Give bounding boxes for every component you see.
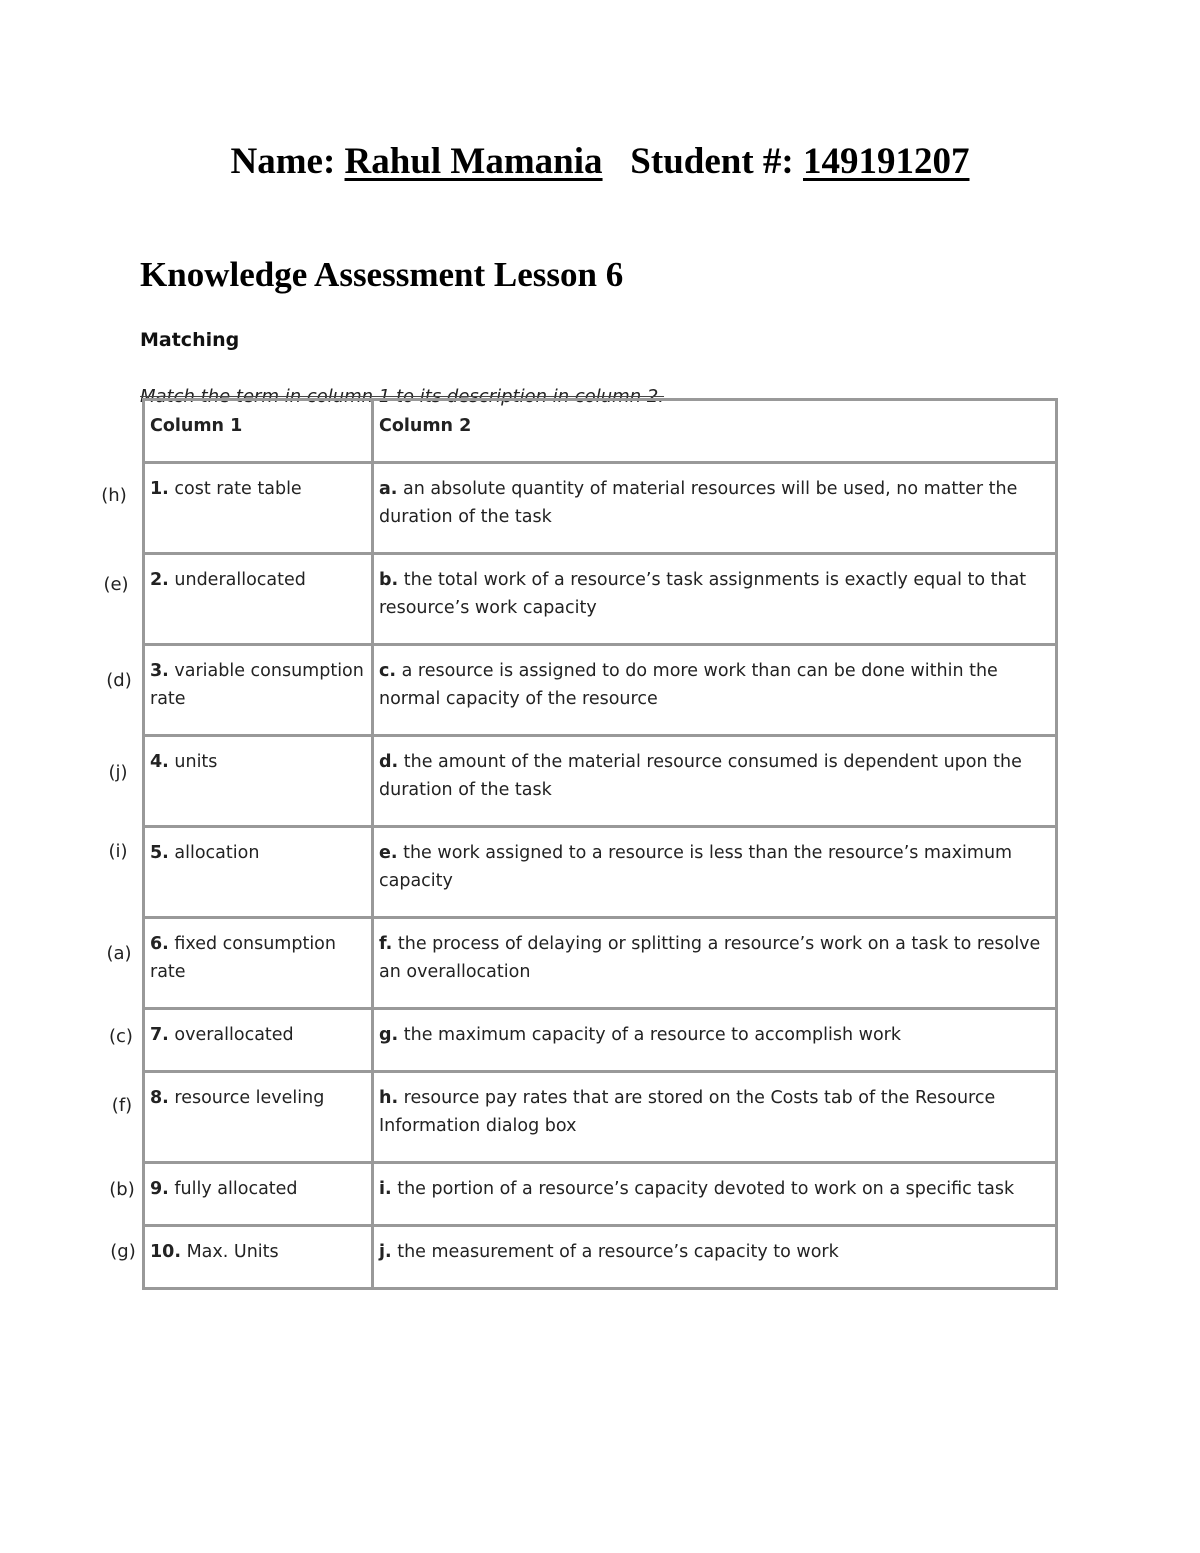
description-text: the portion of a resource’s capacity devoted to work on a specific task xyxy=(391,1179,1015,1199)
term-text: fully allocated xyxy=(168,1179,298,1199)
answer-label: (h) xyxy=(101,485,127,506)
term-cell xyxy=(144,1226,373,1289)
table-row xyxy=(144,827,1057,918)
description-letter: h. xyxy=(379,1088,399,1108)
description-cell xyxy=(373,645,1057,736)
description-text: the maximum capacity of a resource to accomplish work xyxy=(398,1025,901,1045)
term-text: allocation xyxy=(168,843,260,863)
table-row xyxy=(144,1009,1057,1072)
description-text: the process of delaying or splitting a resource’s work on a task to resolve an overallocation xyxy=(379,934,1041,982)
description-cell xyxy=(373,1072,1057,1163)
description-text: a resource is assigned to do more work than can be done within the normal capacity of the resource xyxy=(379,661,998,709)
description-cell xyxy=(373,1226,1057,1289)
answer-annotations xyxy=(0,0,142,1553)
description-cell xyxy=(373,736,1057,827)
term-number: 6. xyxy=(150,934,169,954)
table-row xyxy=(144,1163,1057,1226)
description-cell xyxy=(373,918,1057,1009)
description-letter: d. xyxy=(379,752,399,772)
description-letter: b. xyxy=(379,570,399,590)
answer-label: (a) xyxy=(106,943,132,964)
answer-label: (d) xyxy=(106,670,132,691)
description-text: the work assigned to a resource is less than the resource’s maximum capacity xyxy=(379,843,1013,891)
description-cell xyxy=(373,1163,1057,1226)
table-row xyxy=(144,1226,1057,1289)
term-cell xyxy=(144,645,373,736)
description-letter: f. xyxy=(379,934,393,954)
term-text: cost rate table xyxy=(168,479,302,499)
term-cell xyxy=(144,918,373,1009)
description-text: the measurement of a resource’s capacity to work xyxy=(391,1242,839,1262)
description-text: the total work of a resource’s task assignments is exactly equal to that resource’s work capacity xyxy=(379,570,1027,618)
description-letter: j. xyxy=(379,1242,392,1262)
description-letter: c. xyxy=(379,661,397,681)
column-1-header: Column 1 xyxy=(144,400,373,463)
description-cell xyxy=(373,554,1057,645)
name-student-header xyxy=(0,138,1200,186)
description-letter: i. xyxy=(379,1179,392,1199)
description-letter: a. xyxy=(379,479,398,499)
table-row xyxy=(144,918,1057,1009)
description-cell xyxy=(373,827,1057,918)
term-text: overallocated xyxy=(168,1025,294,1045)
term-number: 5. xyxy=(150,843,169,863)
description-text: resource pay rates that are stored on the Costs tab of the Resource Information dialog box xyxy=(379,1088,996,1136)
term-text: underallocated xyxy=(168,570,306,590)
matching-table xyxy=(142,398,1058,1290)
description-text: an absolute quantity of material resources will be used, no matter the duration of the task xyxy=(379,479,1018,527)
term-text: fixed consumption rate xyxy=(150,934,336,982)
term-number: 2. xyxy=(150,570,169,590)
answer-label: (j) xyxy=(108,762,128,783)
student-number-label: Student #: xyxy=(630,141,794,182)
description-letter: g. xyxy=(379,1025,399,1045)
term-number: 9. xyxy=(150,1179,169,1199)
answer-label: (c) xyxy=(109,1026,133,1047)
term-number: 1. xyxy=(150,479,169,499)
table-header-row xyxy=(144,400,1057,463)
term-number: 10. xyxy=(150,1242,182,1262)
term-text: variable consumption rate xyxy=(150,661,364,709)
term-cell xyxy=(144,1009,373,1072)
table-row xyxy=(144,463,1057,554)
answer-label: (e) xyxy=(103,574,129,595)
answer-label: (b) xyxy=(109,1179,135,1200)
answer-label: (f) xyxy=(111,1095,133,1116)
term-number: 3. xyxy=(150,661,169,681)
term-text: units xyxy=(168,752,218,772)
column-2-header: Column 2 xyxy=(373,400,1057,463)
table-row xyxy=(144,645,1057,736)
name-label: Name: xyxy=(230,141,336,182)
description-text: the amount of the material resource consumed is dependent upon the duration of the task xyxy=(379,752,1022,800)
section-heading: Matching xyxy=(140,329,240,351)
table-row xyxy=(144,736,1057,827)
term-number: 4. xyxy=(150,752,169,772)
instructions-text: Match the term in column 1 to its description in column 2. xyxy=(140,386,665,407)
table-row xyxy=(144,1072,1057,1163)
description-cell xyxy=(373,463,1057,554)
description-letter: e. xyxy=(379,843,398,863)
student-number: 149191207 xyxy=(803,141,970,182)
answer-label: (g) xyxy=(110,1241,136,1262)
term-text: Max. Units xyxy=(181,1242,279,1262)
description-cell xyxy=(373,1009,1057,1072)
student-name: Rahul Mamania xyxy=(344,141,603,182)
term-cell xyxy=(144,827,373,918)
term-cell xyxy=(144,554,373,645)
term-number: 8. xyxy=(150,1088,169,1108)
term-text: resource leveling xyxy=(168,1088,325,1108)
term-cell xyxy=(144,463,373,554)
term-cell xyxy=(144,736,373,827)
answer-label: (i) xyxy=(108,841,128,862)
term-cell xyxy=(144,1072,373,1163)
page-title: Knowledge Assessment Lesson 6 xyxy=(140,255,624,294)
term-cell xyxy=(144,1163,373,1226)
term-number: 7. xyxy=(150,1025,169,1045)
table-row xyxy=(144,554,1057,645)
